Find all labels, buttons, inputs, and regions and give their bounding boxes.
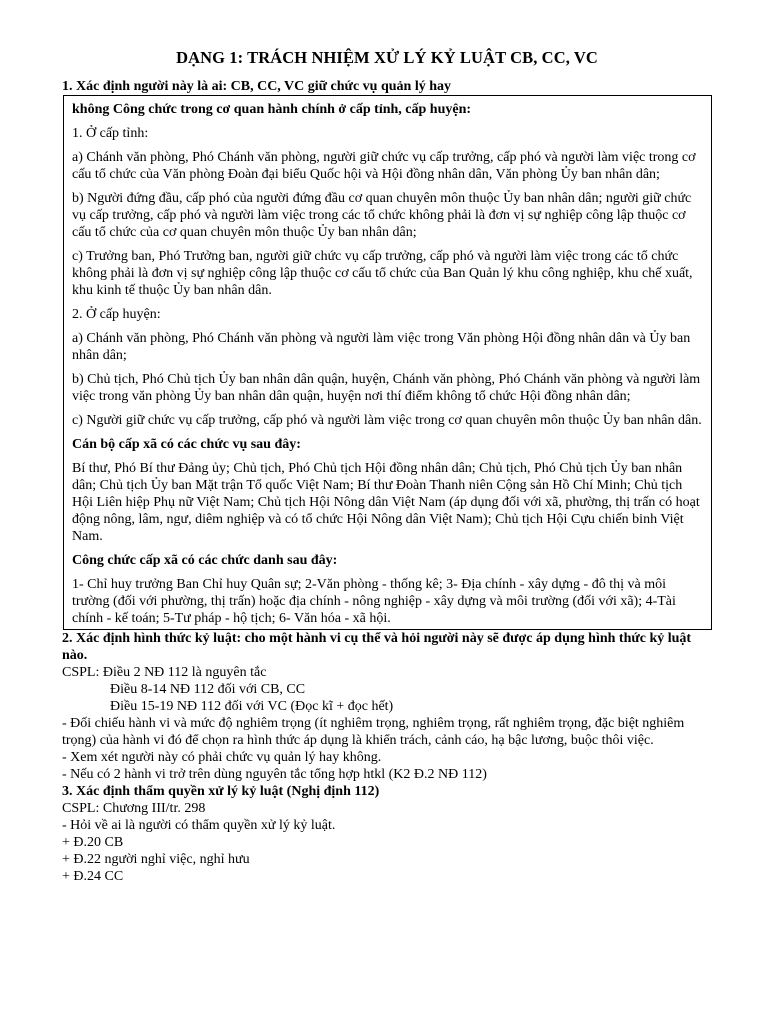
section-2-line: - Xem xét người này có phải chức vụ quản lý hay không. bbox=[62, 750, 382, 765]
section-1-lead: 1. Xác định người này là ai: CB, CC, VC giữ chức vụ quản lý hay bbox=[62, 79, 451, 94]
section-2-line: Điều 15-19 NĐ 112 đối với VC (Đọc kĩ + đọc hết) bbox=[110, 699, 394, 714]
box-paragraph: c) Trưởng ban, Phó Trưởng ban, người giữ chức vụ cấp trưởng, cấp phó và người làm việc trong các tổ chức không phải là đơn vị sự nghiệp công lập thuộc cơ cấu tổ chức của Ban Quản lý khu công nghiệp, khu chế xuất, khu kinh tế thuộc Ủy ban nhân dân. bbox=[72, 249, 693, 298]
section-3-line: + Đ.20 CB bbox=[62, 835, 124, 850]
box-paragraph: không Công chức trong cơ quan hành chính ở cấp tỉnh, cấp huyện: bbox=[72, 102, 472, 117]
document-page bbox=[62, 48, 712, 885]
section-2-line: CSPL: Điều 2 NĐ 112 là nguyên tắc bbox=[62, 665, 267, 680]
section-3-line: CSPL: Chương III/tr. 298 bbox=[62, 801, 206, 816]
section-3-heading: 3. Xác định thẩm quyền xử lý kỷ luật (Nghị định 112) bbox=[62, 784, 380, 799]
section-2 bbox=[62, 630, 712, 783]
box-paragraph: Bí thư, Phó Bí thư Đảng ủy; Chủ tịch, Phó Chủ tịch Hội đồng nhân dân; Chủ tịch, Phó Chủ tịch Ủy ban nhân dân; Chủ tịch Ủy ban Mặt trận Tổ quốc Việt Nam; Bí thư Đoàn Thanh niên Cộng sản Hồ Chí Minh; Chủ tịch Hội Liên hiệp Phụ nữ Việt Nam; Chủ tịch Hội Nông dân Việt Nam (áp dụng đối với xã, phường, thị trấn có hoạt động nông, lâm, ngư, diêm nghiệp và có tổ chức Hội Nông dân Việt Nam); Chủ tịch Hội Cựu chiến binh Việt Nam. bbox=[72, 461, 700, 544]
section-3-line: + Đ.24 CC bbox=[62, 869, 124, 884]
section-3-line: + Đ.22 người nghỉ việc, nghỉ hưu bbox=[62, 852, 250, 867]
document-title: DẠNG 1: TRÁCH NHIỆM XỬ LÝ KỶ LUẬT CB, CC, VC bbox=[176, 48, 598, 67]
section-3-line: - Hỏi về ai là người có thẩm quyền xử lý kỷ luật. bbox=[62, 818, 336, 833]
section-2-line: - Đối chiếu hành vi và mức độ nghiêm trọng (ít nghiêm trọng, nghiêm trọng, rất nghiêm trọng, đặc biệt nghiêm trọng) của hành vi đó để chọn ra hình thức áp dụng là khiển trách, cảnh cáo, hạ bậc lương, buộc thôi việc. bbox=[62, 716, 685, 748]
box-paragraph: a) Chánh văn phòng, Phó Chánh văn phòng, người giữ chức vụ cấp trưởng, cấp phó và người làm việc trong cơ cấu tổ chức của Văn phòng Đoàn đại biểu Quốc hội và Hội đồng nhân dân, Văn phòng Ủy ban nhân dân; bbox=[72, 150, 696, 182]
box-paragraph: 1. Ở cấp tỉnh: bbox=[72, 126, 149, 141]
box-paragraph: b) Chủ tịch, Phó Chủ tịch Ủy ban nhân dân quận, huyện, Chánh văn phòng, Phó Chánh văn phòng và người làm việc trong văn phòng Ủy ban nhân dân quận, huyện nơi thí điểm không tổ chức Hội đồng nhân dân; bbox=[72, 372, 701, 404]
section-3 bbox=[62, 783, 712, 885]
box-paragraph: b) Người đứng đầu, cấp phó của người đứng đầu cơ quan chuyên môn thuộc Ủy ban nhân dân; người giữ chức vụ cấp trưởng, cấp phó và người làm việc trong các tổ chức không phải là đơn vị sự nghiệp công lập thuộc cơ cấu tổ chức của cơ quan chuyên môn thuộc Ủy ban nhân dân; bbox=[72, 191, 692, 240]
box-paragraph: 2. Ở cấp huyện: bbox=[72, 307, 161, 322]
box-paragraph: Công chức cấp xã có các chức danh sau đây: bbox=[72, 553, 338, 568]
box-paragraph: c) Người giữ chức vụ cấp trưởng, cấp phó và người làm việc trong cơ quan chuyên môn thuộc Ủy ban nhân dân. bbox=[72, 413, 702, 428]
section-1-box bbox=[63, 95, 712, 630]
box-paragraph: a) Chánh văn phòng, Phó Chánh văn phòng và người làm việc trong Văn phòng Hội đồng nhân dân và Ủy ban nhân dân; bbox=[72, 331, 691, 363]
section-2-line: Điều 8-14 NĐ 112 đối với CB, CC bbox=[110, 682, 306, 697]
box-paragraph: Cán bộ cấp xã có các chức vụ sau đây: bbox=[72, 437, 301, 452]
box-paragraph: 1- Chỉ huy trưởng Ban Chỉ huy Quân sự; 2-Văn phòng - thống kê; 3- Địa chính - xây dựng - đô thị và môi trường (đối với phường, thị trấn) hoặc địa chính - nông nghiệp - xây dựng và môi trường (đối với xã); 4-Tài chính - kế toán; 5-Tư pháp - hộ tịch; 6- Văn hóa - xã hội. bbox=[72, 577, 676, 626]
section-2-heading: 2. Xác định hình thức kỷ luật: cho một hành vi cụ thể và hỏi người này sẽ được áp dụng hình thức kỷ luật nào. bbox=[62, 631, 692, 663]
section-2-line: - Nếu có 2 hành vi trở trên dùng nguyên tắc tổng hợp htkl (K2 Đ.2 NĐ 112) bbox=[62, 767, 487, 782]
